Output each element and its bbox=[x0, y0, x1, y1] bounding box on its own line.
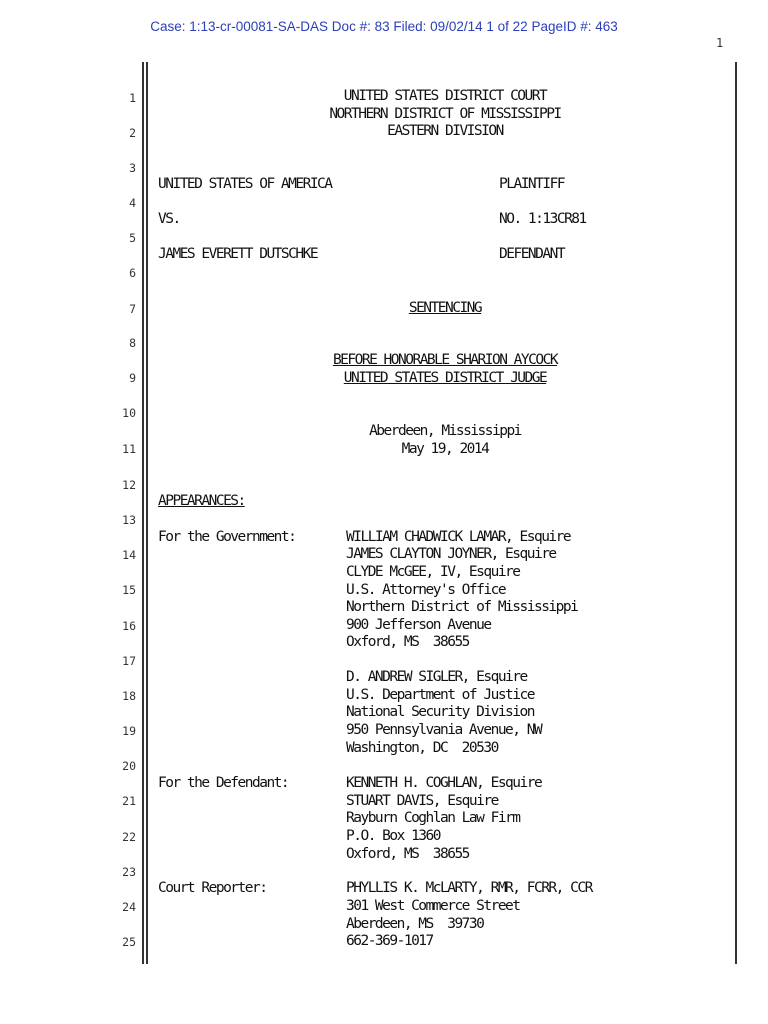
defendant-role: DEFENDANT bbox=[499, 246, 565, 262]
page-number: 1 bbox=[716, 36, 724, 50]
line-number: 24 bbox=[122, 900, 136, 914]
proceeding-title: SENTENCING bbox=[408, 300, 482, 316]
line-number: 4 bbox=[129, 196, 136, 210]
line-number: 20 bbox=[122, 759, 136, 773]
court-reporter-line: PHYLLIS K. McLARTY, RMR, FCRR, CCR bbox=[346, 880, 592, 896]
defendant-name: JAMES EVERETT DUTSCHKE bbox=[158, 246, 318, 262]
court-district: NORTHERN DISTRICT OF MISSISSIPPI bbox=[329, 106, 561, 122]
line-number: 5 bbox=[129, 231, 136, 245]
government-counsel-line: JAMES CLAYTON JOYNER, Esquire bbox=[346, 546, 556, 562]
court-reporter-line: 301 West Commerce Street bbox=[346, 898, 520, 914]
government-counsel-line: U.S. Attorney's Office bbox=[346, 582, 506, 598]
line-number: 12 bbox=[122, 478, 136, 492]
judge-name: BEFORE HONORABLE SHARION AYCOCK bbox=[332, 352, 558, 368]
line-number: 9 bbox=[129, 371, 136, 385]
line-number: 2 bbox=[129, 126, 136, 140]
line-number: 8 bbox=[129, 336, 136, 350]
government-counsel-line: WILLIAM CHADWICK LAMAR, Esquire bbox=[346, 529, 571, 545]
court-name: UNITED STATES DISTRICT COURT bbox=[343, 88, 547, 104]
line-number: 1 bbox=[129, 91, 136, 105]
court-reporter-line: 662-369-1017 bbox=[346, 933, 433, 949]
line-number: 23 bbox=[122, 865, 136, 879]
doj-counsel-line: 950 Pennsylvania Avenue, NW bbox=[346, 722, 542, 738]
plaintiff-role: PLAINTIFF bbox=[499, 176, 565, 192]
government-counsel-line: CLYDE McGEE, IV, Esquire bbox=[346, 564, 520, 580]
doj-counsel-line: D. ANDREW SIGLER, Esquire bbox=[346, 669, 527, 685]
judge-title: UNITED STATES DISTRICT JUDGE bbox=[343, 370, 547, 386]
line-number: 17 bbox=[122, 654, 136, 668]
left-margin-rule-inner bbox=[146, 62, 148, 964]
court-reporter-line: Aberdeen, MS 39730 bbox=[346, 916, 484, 932]
line-number: 7 bbox=[129, 302, 136, 316]
line-number: 10 bbox=[122, 406, 136, 420]
defendant-counsel-line: Oxford, MS 38655 bbox=[346, 846, 469, 862]
line-number: 21 bbox=[122, 794, 136, 808]
line-number: 18 bbox=[122, 689, 136, 703]
line-number: 19 bbox=[122, 724, 136, 738]
line-number: 15 bbox=[122, 583, 136, 597]
plaintiff-name: UNITED STATES OF AMERICA bbox=[158, 176, 332, 192]
defendant-counsel-line: KENNETH H. COGHLAN, Esquire bbox=[346, 775, 542, 791]
line-number: 14 bbox=[122, 548, 136, 562]
line-number: 11 bbox=[122, 442, 136, 456]
case-number: NO. 1:13CR81 bbox=[499, 211, 586, 227]
line-number: 22 bbox=[122, 830, 136, 844]
court-division: EASTERN DIVISION bbox=[387, 123, 503, 139]
right-margin-rule bbox=[735, 62, 737, 964]
line-number: 16 bbox=[122, 619, 136, 633]
appearances-heading: APPEARANCES: bbox=[158, 493, 245, 509]
doj-counsel-line: U.S. Department of Justice bbox=[346, 687, 534, 703]
left-margin-rule bbox=[142, 62, 144, 964]
line-number: 13 bbox=[122, 513, 136, 527]
government-counsel-line: Oxford, MS 38655 bbox=[346, 634, 469, 650]
court-reporter-label: Court Reporter: bbox=[158, 880, 267, 896]
doj-counsel-line: National Security Division bbox=[346, 704, 534, 720]
doj-counsel-line: Washington, DC 20530 bbox=[346, 740, 498, 756]
hearing-place: Aberdeen, Mississippi bbox=[369, 423, 521, 439]
government-label: For the Government: bbox=[158, 529, 296, 545]
line-number: 3 bbox=[129, 161, 136, 175]
defendant-counsel-label: For the Defendant: bbox=[158, 775, 289, 791]
versus-label: VS. bbox=[158, 211, 180, 227]
defendant-counsel-line: Rayburn Coghlan Law Firm bbox=[346, 810, 520, 826]
line-number: 6 bbox=[129, 266, 136, 280]
case-header: Case: 1:13-cr-00081-SA-DAS Doc #: 83 Filed: 09/02/14 1 of 22 PageID #: 463 bbox=[150, 19, 618, 34]
government-counsel-line: 900 Jefferson Avenue bbox=[346, 617, 491, 633]
defendant-counsel-line: STUART DAVIS, Esquire bbox=[346, 793, 498, 809]
hearing-date: May 19, 2014 bbox=[401, 441, 489, 457]
defendant-counsel-line: P.O. Box 1360 bbox=[346, 828, 440, 844]
government-counsel-line: Northern District of Mississippi bbox=[346, 599, 578, 615]
line-number: 25 bbox=[122, 935, 136, 949]
